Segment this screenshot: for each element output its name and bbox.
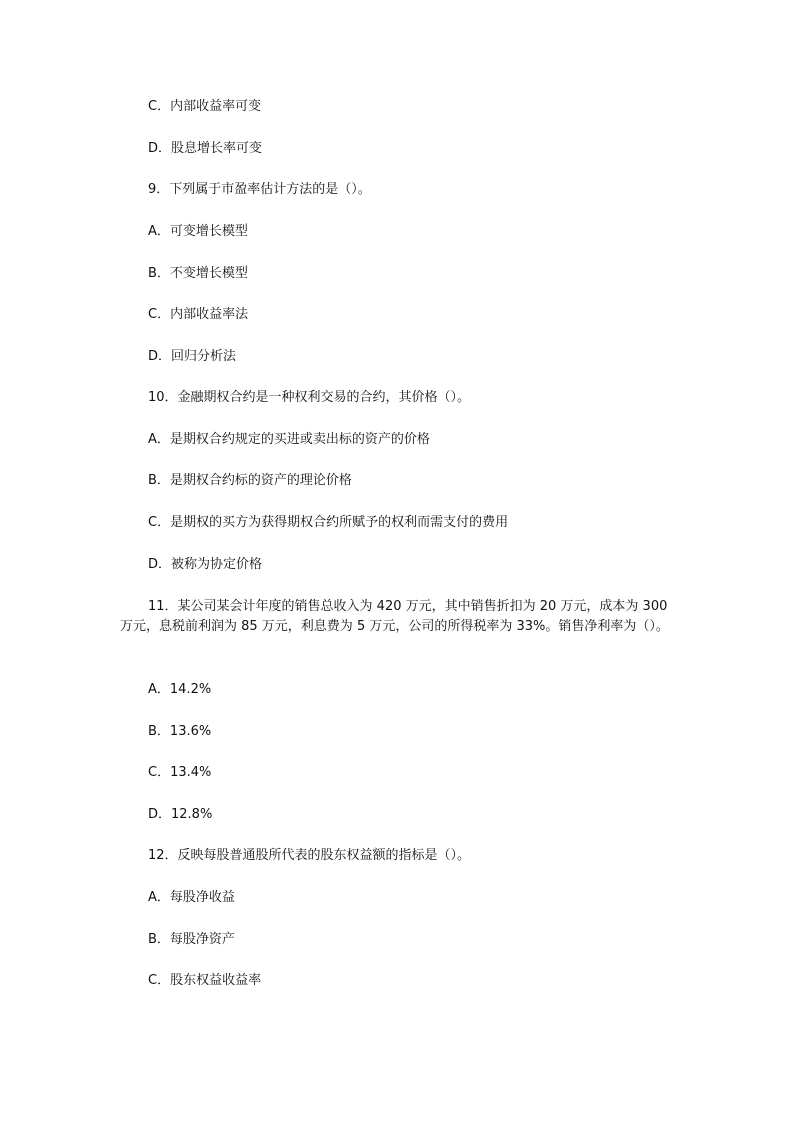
q10-question: 10．金融期权合约是一种权利交易的合约，其价格（）。 <box>148 390 471 405</box>
q12-option-c: C．股东权益收益率 <box>148 973 262 988</box>
q11-option-c: C．13.4% <box>148 765 212 780</box>
q9-question: 9．下列属于市盈率估计方法的是（）。 <box>148 182 371 197</box>
q11-option-a: A．14.2% <box>148 682 212 697</box>
q9-option-c: C．内部收益率法 <box>148 307 249 322</box>
q10-option-a: A．是期权合约规定的买进或卖出标的资产的价格 <box>148 432 430 447</box>
q12-option-b: B．每股净资产 <box>148 932 235 947</box>
q10-option-b: B．是期权合约标的资产的理论价格 <box>148 473 352 488</box>
q11-question: 11．某公司某会计年度的销售总收入为 420 万元，其中销售折扣为 20 万元，成本为 300 万元，息税前利润为 85 万元，利息费为 5 万元，公司的所得税率为 33%。销售净利率为（）。 <box>120 599 669 634</box>
q11-option-d: D．12.8% <box>148 807 213 822</box>
q8-option-c: C．内部收益率可变 <box>148 99 262 114</box>
q9-option-b: B．不变增长模型 <box>148 266 248 281</box>
q9-option-a: A．可变增长模型 <box>148 224 248 239</box>
q12-question: 12．反映每股普通股所代表的股东权益额的指标是（）。 <box>148 848 471 863</box>
q9-option-d: D．回归分析法 <box>148 349 237 364</box>
q11-option-b: B．13.6% <box>148 724 212 739</box>
q12-option-a: A．每股净收益 <box>148 890 235 905</box>
q10-option-d: D．被称为协定价格 <box>148 557 263 572</box>
q8-option-d: D．股息增长率可变 <box>148 141 263 156</box>
q10-option-c: C．是期权的买方为获得期权合约所赋予的权利而需支付的费用 <box>148 515 509 530</box>
